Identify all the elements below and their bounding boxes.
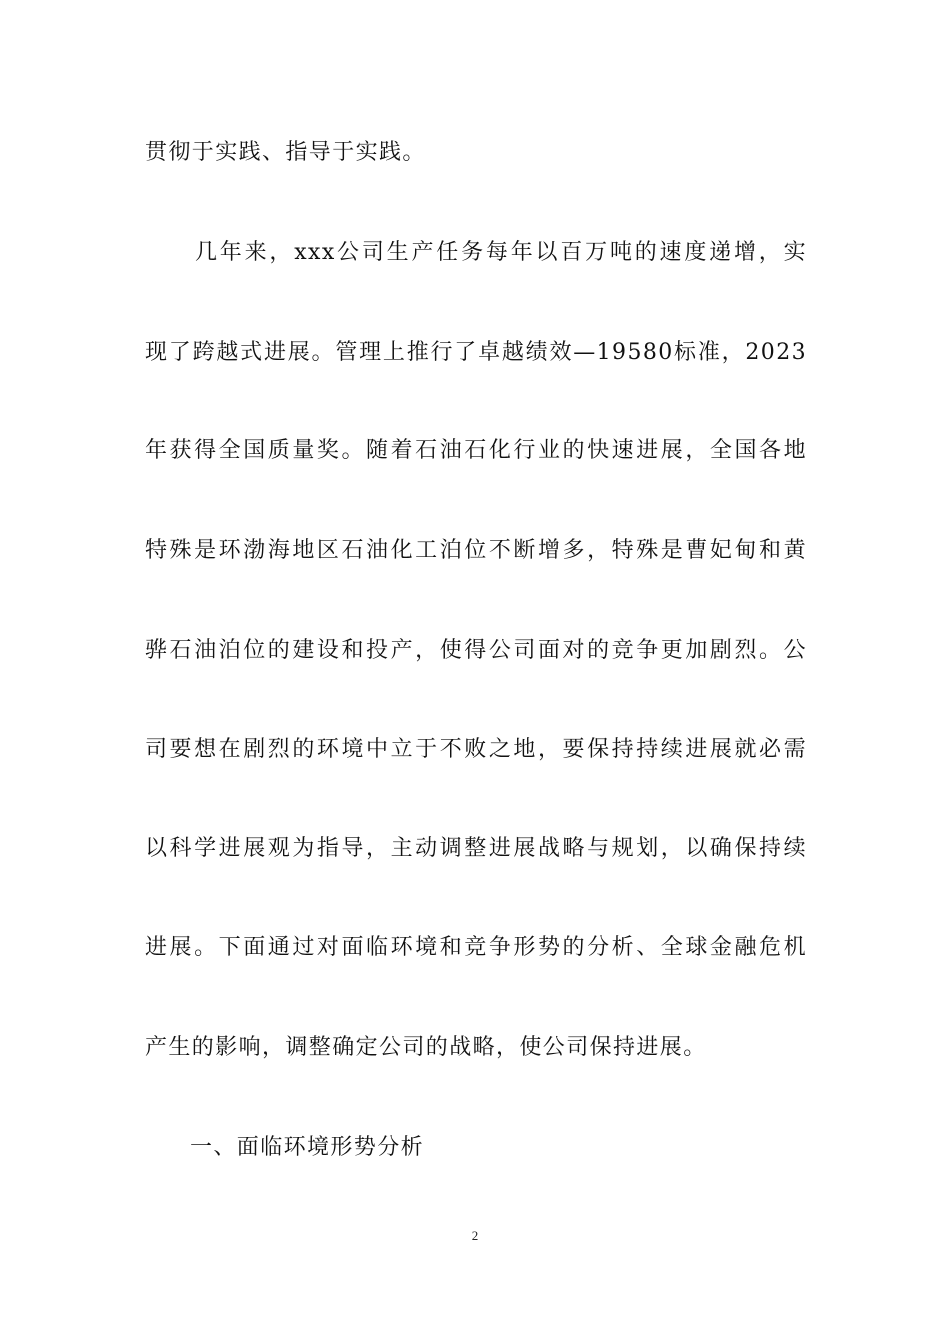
paragraph-line-1: 贯彻于实践、指导于实践。 [145,140,426,165]
paragraph-line-4: 年获得全国质量奖。随着石油石化行业的快速进展，全国各地 [145,438,807,463]
paragraph-line-9: 进展。下面通过对面临环境和竞争形势的分析、全球金融危机 [145,935,807,960]
paragraph-line-6: 骅石油泊位的建设和投产，使得公司面对的竞争更加剧烈。公 [145,638,807,663]
paragraph-line-10: 产生的影响，调整确定公司的战略，使公司保持进展。 [145,1035,707,1060]
paragraph-line-2: 几年来，xxx公司生产任务每年以百万吨的速度递增，实 [195,240,807,265]
paragraph-line-3: 现了跨越式进展。管理上推行了卓越绩效—19580标准，2023 [145,340,808,365]
page-number: 2 [471,1228,479,1243]
paragraph-line-8: 以科学进展观为指导，主动调整进展战略与规划，以确保持续 [145,836,807,861]
section-heading: 一、面临环境形势分析 [190,1135,425,1160]
paragraph-line-5: 特殊是环渤海地区石油化工泊位不断增多，特殊是曹妃甸和黄 [145,538,807,563]
paragraph-line-7: 司要想在剧烈的环境中立于不败之地，要保持持续进展就必需 [145,737,807,762]
